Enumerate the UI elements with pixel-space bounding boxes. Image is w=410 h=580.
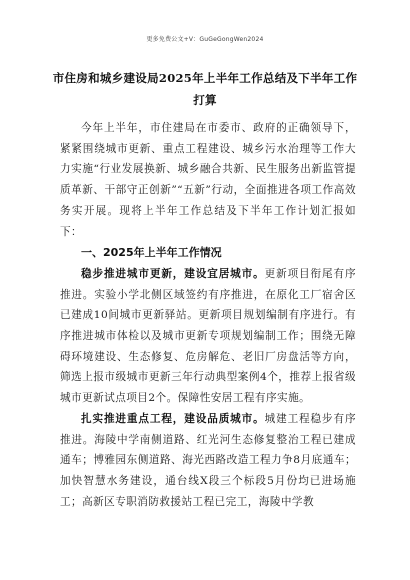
paragraph-text: 更新项目衔尾有序推进。实验小学北侧区域签约有序推进，在原化工厂宿舍区已建成10间城市更新驿站。更新项目规划编制有序进行。有序推进城市体检以及城市更新专项规划编制工作；围绕无障碍环境建设、生态修复、危房解危、老旧厂房盘活等方向，筛选上报市级城市更新三年行动典型案例4个，推荐上报省级城市更新试点项目2个。保障性安居工程有序实施。: [60, 267, 356, 405]
paragraph-urban-renewal: [60, 264, 356, 409]
paragraph-text: 城建工程稳步有序推进。海陵中学南侧道路、红光河生态修复整治工程已建成通车；博雅园东侧道路、海光西路改造工程力争8月底通车；加快智慧水务建设，通台线X段三个标段5月份均已进场施工；高新区专职消防救援站工程已完工，海陵中学教: [60, 412, 356, 508]
document-title: 市住房和城乡建设局2025年上半年工作总结及下半年工作: [52, 71, 358, 85]
section-heading: 一、2025年上半年工作情况: [81, 246, 222, 260]
document-title-continued: 打算: [193, 93, 217, 107]
paragraph-key-projects: [60, 409, 356, 513]
document-body: [60, 118, 356, 512]
header-note: 更多免费公文+V：GuGeGongWen2024: [146, 36, 264, 43]
paragraph-lead: 扎实推进重点工程，建设品质城市。: [81, 412, 265, 425]
intro-paragraph: 今年上半年，市住建局在市委市、政府的正确领导下，紧紧围绕城市更新、重点工程建设、城乡污水治理等工作大力实施“行业发展换新、城乡融合共新、民生服务出新监管提质革新、干部守正创新”“五新”行动，全面推进各项工作高效务实开展。现将上半年工作总结及下半年工作计划汇报如下：: [60, 122, 356, 238]
paragraph-lead: 稳步推进城市更新，建设宜居城市。: [81, 267, 265, 280]
